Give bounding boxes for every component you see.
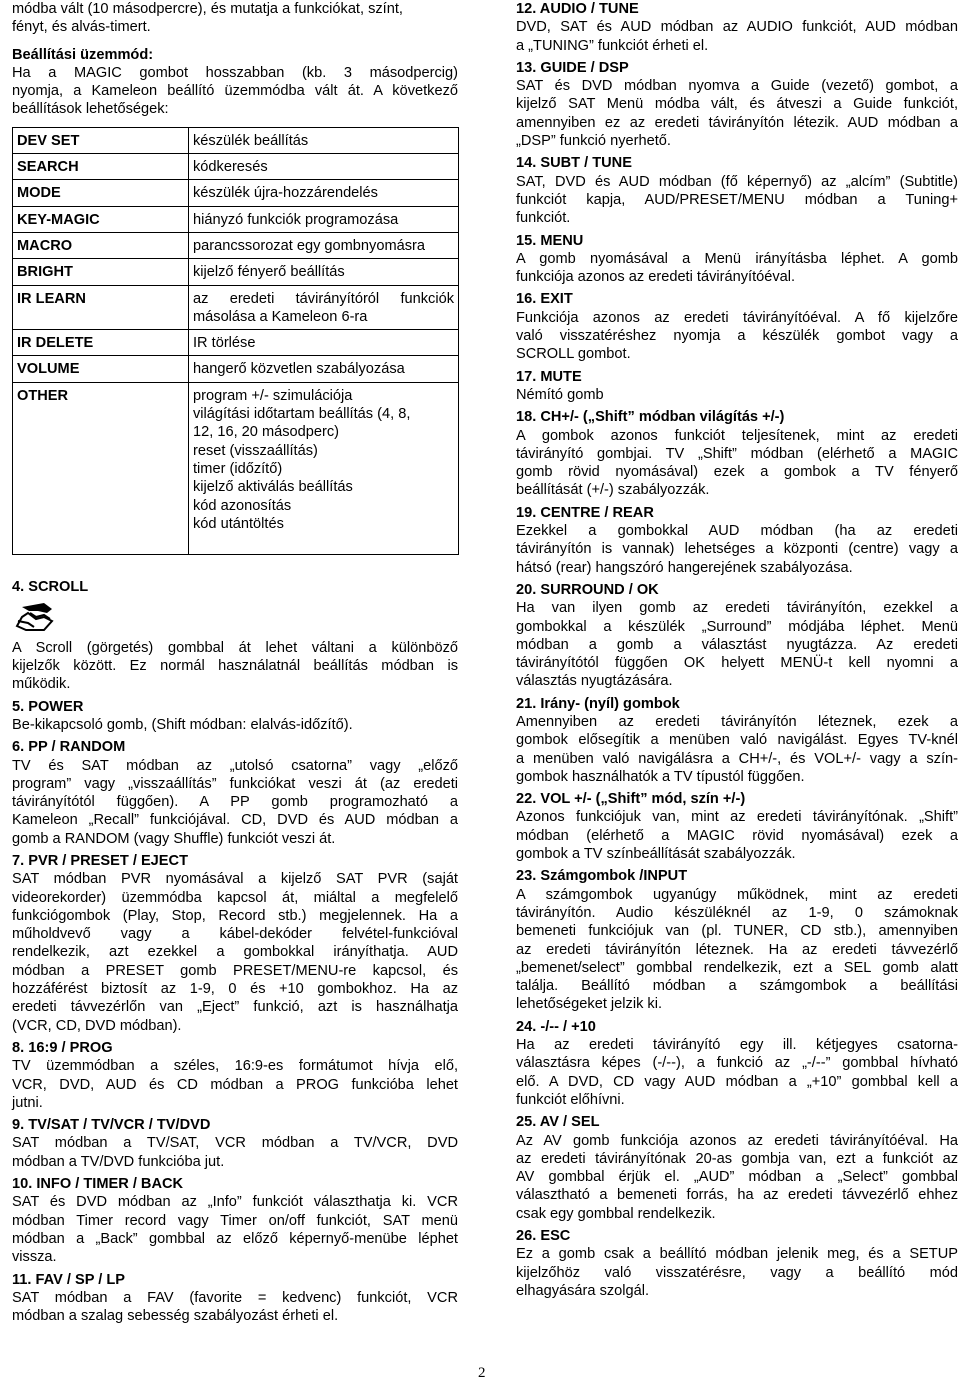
text-line: amennyiben ez az eredeti távirányítón létezik. AUD módban a bbox=[516, 114, 958, 131]
settings-row bbox=[13, 206, 459, 232]
text-line: módba vált (10 másodpercre), és mutatja a funkciókat, színt, bbox=[12, 1, 403, 17]
section-body bbox=[516, 713, 958, 786]
text-line: műholdvevő vagy a kábel-dekóder felvétel-funkcióval bbox=[12, 926, 458, 943]
section-title: 18. CH+/- („Shift” módban világítás +/-) bbox=[516, 409, 785, 426]
section-body bbox=[516, 173, 958, 228]
settings-table bbox=[12, 127, 459, 556]
text-line bbox=[193, 533, 454, 551]
text-line: kijelző aktiválás beállítás bbox=[193, 479, 353, 496]
text-line: választás nyugtázására. bbox=[516, 673, 673, 690]
setting-key: IR DELETE bbox=[13, 330, 189, 356]
text-line: kód utántöltés bbox=[193, 515, 284, 532]
text-line: a „TUNING” funkciót érheti el. bbox=[516, 37, 709, 54]
text-line: funkciót előhívni. bbox=[516, 1091, 625, 1108]
text-line: SAT módban a FAV (favorite = kedvenc) funkciót, VCR bbox=[12, 1289, 458, 1306]
text-line: gomb a RANDOM (vagy Shuffle) funkciót veszi át. bbox=[12, 830, 336, 847]
text-line: beállítások lehetőségek: bbox=[12, 101, 169, 118]
section-body bbox=[516, 808, 958, 863]
text-line: DVD, SAT és AUD módban az AUDIO funkciót, AUD módban bbox=[516, 19, 958, 36]
setting-key: DEV SET bbox=[13, 127, 189, 153]
text-line: a menüben való navigálásra a CH+/-, és VOL+/- vagy a szín- bbox=[516, 750, 958, 767]
section-title: 20. SURROUND / OK bbox=[516, 581, 659, 598]
section-body bbox=[12, 639, 458, 694]
section-block bbox=[516, 368, 958, 405]
section-title: 7. PVR / PRESET / EJECT bbox=[12, 852, 188, 869]
text-line: beállítását (+/-) szabályozzák. bbox=[516, 482, 710, 499]
section-title: 21. Irány- (nyíl) gombok bbox=[516, 695, 680, 712]
setting-description bbox=[189, 259, 459, 285]
text-line: választható a bemeneti forrás, ha az eredeti távvezérlő ehhez bbox=[516, 1187, 958, 1204]
text-line: kijelzőhöz való visszatérésre, vagy a beállító mód bbox=[516, 1264, 958, 1281]
text-line: való visszatéréshez nyomja a készülék gombot vagy a bbox=[516, 328, 958, 345]
settings-row bbox=[13, 285, 459, 330]
section-body bbox=[12, 1134, 458, 1171]
text-line: jutni. bbox=[12, 1094, 43, 1111]
section-block bbox=[516, 232, 958, 287]
text-line: távirányítótól függően). A PP gomb programozható a bbox=[12, 794, 458, 811]
section-title: 19. CENTRE / REAR bbox=[516, 504, 654, 521]
text-line: lehetőségeket jelzik ki. bbox=[516, 996, 663, 1013]
settings-row bbox=[13, 127, 459, 153]
section-block bbox=[516, 290, 958, 363]
section-block bbox=[516, 154, 958, 227]
text-line: TV és SAT módban az „utolsó csatorna” vagy „előző bbox=[12, 757, 458, 774]
text-line: funkciót kapja, AUD/PRESET/MENU módban a Tuning+ bbox=[516, 191, 958, 208]
section-body bbox=[12, 716, 458, 734]
settings-row bbox=[13, 154, 459, 180]
text-line: módban a gomb a választást nyugtázza. Az eredeti bbox=[516, 636, 958, 653]
setting-description bbox=[189, 285, 459, 330]
setting-description bbox=[189, 206, 459, 232]
text-line: TV üzemmódban a széles, 16:9-es formátumot hívja elő, bbox=[12, 1058, 458, 1075]
text-line: módban a PRESET gomb PRESET/MENU-re kapcsol, és bbox=[12, 962, 458, 979]
text-line: Be-kikapcsoló gomb, (Shift módban: elalvás-időzítő). bbox=[12, 716, 353, 733]
section-block bbox=[12, 1175, 458, 1266]
text-line: módban a TV/DVD funkcióba jut. bbox=[12, 1153, 225, 1170]
right-sections bbox=[516, 0, 958, 1300]
section-body bbox=[516, 599, 958, 690]
section-body bbox=[516, 309, 958, 364]
setup-paragraph bbox=[12, 64, 458, 119]
text-line: az eredeti távirányítóról funkciók bbox=[193, 290, 454, 307]
text-line: AV gombbal érjük el. „AUD” módban a „Select” gombbal bbox=[516, 1169, 958, 1186]
section-block bbox=[516, 790, 958, 863]
section-block bbox=[516, 1113, 958, 1223]
text-line: módban Timer record vagy Timer on/off funkciót, SAT menü bbox=[12, 1212, 458, 1229]
text-line: „bemenet/select” gombbal rendelkezik, ezt a SEL gomb alatt bbox=[516, 959, 958, 976]
section-body bbox=[12, 1193, 458, 1266]
text-line: SAT és DVD módban az „Info” funkciót választhatja ki. VCR bbox=[12, 1194, 458, 1211]
text-line: A számgombok ugyanúgy működnek, mint az eredeti bbox=[516, 886, 958, 903]
setting-key: MODE bbox=[13, 180, 189, 206]
text-line: fényt, és alvás-timert. bbox=[12, 19, 151, 36]
setting-key: BRIGHT bbox=[13, 259, 189, 285]
text-line: Ez a gomb csak a beállító módban jelenik meg, és a SETUP bbox=[516, 1246, 958, 1263]
text-line: SAT, DVD és AUD módban (fő képernyő) az „alcím” (Subtitle) bbox=[516, 173, 958, 190]
section-title: 6. PP / RANDOM bbox=[12, 739, 126, 756]
scroll-hand-icon bbox=[14, 599, 58, 633]
section-body bbox=[516, 522, 958, 577]
section-body bbox=[12, 1057, 458, 1112]
text-line: SAT módban PVR nyomásával a kijelző SAT PVR (saját bbox=[12, 871, 458, 888]
settings-row bbox=[13, 232, 459, 258]
section-body bbox=[516, 77, 958, 150]
section-title: 13. GUIDE / DSP bbox=[516, 59, 629, 76]
text-line: A gomb nyomásával a Menü irányításba léphet. A gomb bbox=[516, 250, 958, 267]
text-line: vissza. bbox=[12, 1249, 57, 1266]
text-line: távirányítón is vannak) lehetséges a központi (centre) vagy a bbox=[516, 541, 958, 558]
text-line: Ha a MAGIC gombot hosszabban (kb. 3 másodpercig) bbox=[12, 64, 458, 81]
text-line: A Scroll (görgetés) gombbal át lehet váltani a különböző bbox=[12, 639, 458, 656]
section-block bbox=[12, 1116, 458, 1171]
text-line: találja. Beállító módban a számgombok a beállítási bbox=[516, 978, 958, 995]
text-line: VCR, DVD, AUD és CD módban a PROG funkcióba lehet bbox=[12, 1076, 458, 1093]
text-line: Ezekkel a gombokkal AUD módban (ha az eredeti bbox=[516, 523, 958, 540]
section-block bbox=[516, 1018, 958, 1109]
text-line: eredeti távvezérlőn van „Eject” funkció, azt is használhatja bbox=[12, 999, 458, 1016]
section-body bbox=[516, 18, 958, 55]
text-line: távirányítótól függően OK helyett MENÜ-t kell nyomni a bbox=[516, 655, 958, 672]
text-line: 12, 16, 20 másodperc) bbox=[193, 424, 340, 441]
section-body bbox=[516, 386, 958, 404]
text-line: rendelkezik, azt ezekkel a gombokkal irányíthatja. AUD bbox=[12, 944, 458, 961]
section-title: 8. 16:9 / PROG bbox=[12, 1039, 113, 1056]
setting-description bbox=[189, 356, 459, 382]
text-line: parancssorozat egy gombnyomásra bbox=[193, 237, 425, 254]
section-body bbox=[516, 1245, 958, 1300]
text-line: funkciója azonos az eredeti távirányítóéval. bbox=[516, 269, 796, 286]
section-title: 5. POWER bbox=[12, 698, 84, 715]
text-line: elő. A DVD, CD vagy AUD módban a „+10” gombbal kell a bbox=[516, 1073, 958, 1090]
text-line: funkciót. bbox=[516, 210, 571, 227]
section-block bbox=[12, 698, 458, 735]
setting-description bbox=[189, 127, 459, 153]
text-line: Ha az eredeti távirányító egy ill. kétjegyes csatorna- bbox=[516, 1037, 958, 1054]
section-title: 16. EXIT bbox=[516, 291, 573, 308]
setting-key: KEY-MAGIC bbox=[13, 206, 189, 232]
text-line: gombok elősegítik a menüben való navigálást. Egyes TV-knél bbox=[516, 732, 958, 749]
section-title: 14. SUBT / TUNE bbox=[516, 155, 632, 172]
setting-description bbox=[189, 232, 459, 258]
text-line: készülék beállítás bbox=[193, 132, 309, 149]
text-line: SCROLL gombot. bbox=[516, 346, 631, 363]
text-line: reset (visszaállítás) bbox=[193, 442, 318, 459]
text-line: gombok használhatók a TV típustól függően. bbox=[516, 768, 805, 785]
setting-key: MACRO bbox=[13, 232, 189, 258]
left-column bbox=[12, 0, 458, 1329]
section-block bbox=[516, 695, 958, 786]
text-line: „DSP” funkció nyerhető. bbox=[516, 133, 671, 150]
section-title: 11. FAV / SP / LP bbox=[12, 1271, 126, 1288]
section-title: 17. MUTE bbox=[516, 368, 582, 385]
text-line: bemeneti funkciójuk van (pl. TUNER, CD stb.), amennyiben bbox=[516, 923, 958, 940]
text-line: videorekorder) üzemmódba kapcsol át, miáltal a megfelelő bbox=[12, 889, 458, 906]
text-line: módban (elérhető a MAGIC rövid nyomásával) ezek a bbox=[516, 827, 958, 844]
text-line: program +/- szimulációja bbox=[193, 387, 353, 404]
setting-key: VOLUME bbox=[13, 356, 189, 382]
right-column bbox=[516, 0, 958, 1304]
section-block bbox=[516, 0, 958, 55]
section-block bbox=[516, 1227, 958, 1300]
section-body bbox=[12, 757, 458, 848]
text-line: gombokkal a készülék „Surround” módjába léphet. Menü bbox=[516, 618, 958, 635]
settings-row bbox=[13, 259, 459, 285]
text-line: távirányító gombjai. TV „Shift” módban (elérhető a MAGIC bbox=[516, 445, 958, 462]
text-line: az eredeti távirányítónak 20-as gombja van, ezt a funkciót az bbox=[516, 1150, 958, 1167]
section-block bbox=[12, 1039, 458, 1112]
text-line: világítási időtartam beállítás (4, 8, bbox=[193, 406, 411, 423]
text-line: gombok a TV színbeállítását szabályozzák. bbox=[516, 846, 796, 863]
section-title: 23. Számgombok /INPUT bbox=[516, 868, 688, 885]
intro-paragraph bbox=[12, 0, 458, 37]
section-title: 25. AV / SEL bbox=[516, 1114, 600, 1131]
text-line: hangerő közvetlen szabályozása bbox=[193, 361, 405, 378]
section-title: 12. AUDIO / TUNE bbox=[516, 1, 639, 17]
settings-row bbox=[13, 382, 459, 555]
text-line: A gombok azonos funkciót teljesítenek, mint az eredeti bbox=[516, 427, 958, 444]
text-line: csak egy gombbal rendelkezik. bbox=[516, 1205, 716, 1222]
setting-description bbox=[189, 154, 459, 180]
text-line: kódkeresés bbox=[193, 159, 268, 176]
section-block bbox=[516, 59, 958, 150]
text-line: Amennyiben az eredeti távirányítón léteznek, ezek a bbox=[516, 713, 958, 730]
text-line: Azonos funkciójuk van, mint az eredeti távirányítónak. „Shift” bbox=[516, 809, 958, 826]
setting-description bbox=[189, 330, 459, 356]
section-title: 22. VOL +/- („Shift” mód, szín +/-) bbox=[516, 791, 746, 808]
section-block bbox=[12, 852, 458, 1035]
section-block bbox=[516, 867, 958, 1013]
text-line: hozzáférést biztosít az 1-9, 0 és +10 gombokhoz. Ha az bbox=[12, 981, 458, 998]
section-title: 24. -/-- / +10 bbox=[516, 1018, 596, 1035]
text-line: Ha van ilyen gomb az eredeti távirányítón, ezekkel a bbox=[516, 600, 958, 617]
text-line: gomb rövid nyomásával) ezek a gombok a TV fényerő bbox=[516, 464, 958, 481]
section-block bbox=[516, 408, 958, 499]
text-line: működik. bbox=[12, 676, 71, 693]
text-line: távirányítón. Audio készüléknél az 1-9, 0 számoknak bbox=[516, 904, 958, 921]
settings-row bbox=[13, 180, 459, 206]
text-line: kijelzők között. Ez normál használatnál beállítás módban is bbox=[12, 658, 458, 675]
section-block bbox=[516, 581, 958, 691]
page-number: 2 bbox=[478, 1365, 486, 1381]
text-line: SAT módban a TV/SAT, VCR módban a TV/VCR, DVD bbox=[12, 1135, 458, 1152]
section-body bbox=[516, 1036, 958, 1109]
text-line: módban a „Back” gombbal az előző képernyő-menübe léphet bbox=[12, 1230, 458, 1247]
text-line: kijelző SAT Menü módba vált, és átveszi a Guide funkciót, bbox=[516, 96, 958, 113]
settings-row bbox=[13, 330, 459, 356]
section-block bbox=[12, 738, 458, 848]
setting-key: OTHER bbox=[13, 382, 189, 555]
setting-description bbox=[189, 180, 459, 206]
text-line: Az AV gomb funkciója azonos az eredeti távirányítóéval. Ha bbox=[516, 1132, 958, 1149]
section-body bbox=[516, 1132, 958, 1223]
settings-row bbox=[13, 356, 459, 382]
setup-heading: Beállítási üzemmód: bbox=[12, 46, 154, 63]
setting-key: SEARCH bbox=[13, 154, 189, 180]
section-title: 4. SCROLL bbox=[12, 579, 89, 596]
left-sections bbox=[12, 578, 458, 1325]
section-body bbox=[12, 870, 458, 1035]
text-line: IR törlése bbox=[193, 335, 256, 352]
text-line: kód azonosítás bbox=[193, 497, 292, 514]
text-line: Funkciója azonos az eredeti távirányítóéval. A fő kijelzőre bbox=[516, 309, 958, 326]
section-body bbox=[516, 886, 958, 1014]
section-body bbox=[516, 250, 958, 287]
text-line: Kameleon „Recall” funkciójával. CD, DVD és AUD módban a bbox=[12, 812, 458, 829]
text-line: választásra képes (-/--), a funkció az „-/--” gombbal hívható bbox=[516, 1055, 958, 1072]
section-block bbox=[12, 1271, 458, 1326]
section-block bbox=[12, 578, 458, 693]
text-line: hátsó (rear) hangszóró hangerejének szabályozása. bbox=[516, 559, 853, 576]
section-title: 15. MENU bbox=[516, 232, 584, 249]
text-line: (VCR, CD, DVD módban). bbox=[12, 1017, 182, 1034]
text-line: timer (időzítő) bbox=[193, 460, 283, 477]
text-line: hiányzó funkciók programozása bbox=[193, 211, 399, 228]
text-line: kijelző fényerő beállítás bbox=[193, 264, 345, 281]
section-title: 9. TV/SAT / TV/VCR / TV/DVD bbox=[12, 1117, 211, 1134]
text-line: másolása a Kameleon 6-ra bbox=[193, 308, 368, 325]
text-line: SAT és DVD módban nyomva a Guide (vezető) gombot, a bbox=[516, 78, 958, 95]
section-block bbox=[516, 504, 958, 577]
section-body bbox=[12, 1289, 458, 1326]
text-line: módban a szalag sebesség szabályozást érheti el. bbox=[12, 1308, 339, 1325]
setting-key: IR LEARN bbox=[13, 285, 189, 330]
text-line: az eredeti távirányítón léteznek. Ha az eredeti távvezérlő bbox=[516, 941, 958, 958]
section-body bbox=[516, 427, 958, 500]
text-line: Némító gomb bbox=[516, 386, 604, 403]
setting-description bbox=[189, 382, 459, 555]
section-title: 26. ESC bbox=[516, 1228, 571, 1244]
text-line: nyomja, a Kameleon beállító üzemmódba vált át. A következő bbox=[12, 83, 458, 100]
text-line: készülék újra-hozzárendelés bbox=[193, 185, 378, 202]
text-line: elhagyására szolgál. bbox=[516, 1282, 650, 1299]
text-line: funkciógombok (Play, Stop, Record stb.) megjelennek. Ha a bbox=[12, 907, 458, 924]
section-title: 10. INFO / TIMER / BACK bbox=[12, 1176, 184, 1193]
text-line: program” vagy „visszaállítás” funkciókat veszi át (az eredeti bbox=[12, 775, 458, 792]
